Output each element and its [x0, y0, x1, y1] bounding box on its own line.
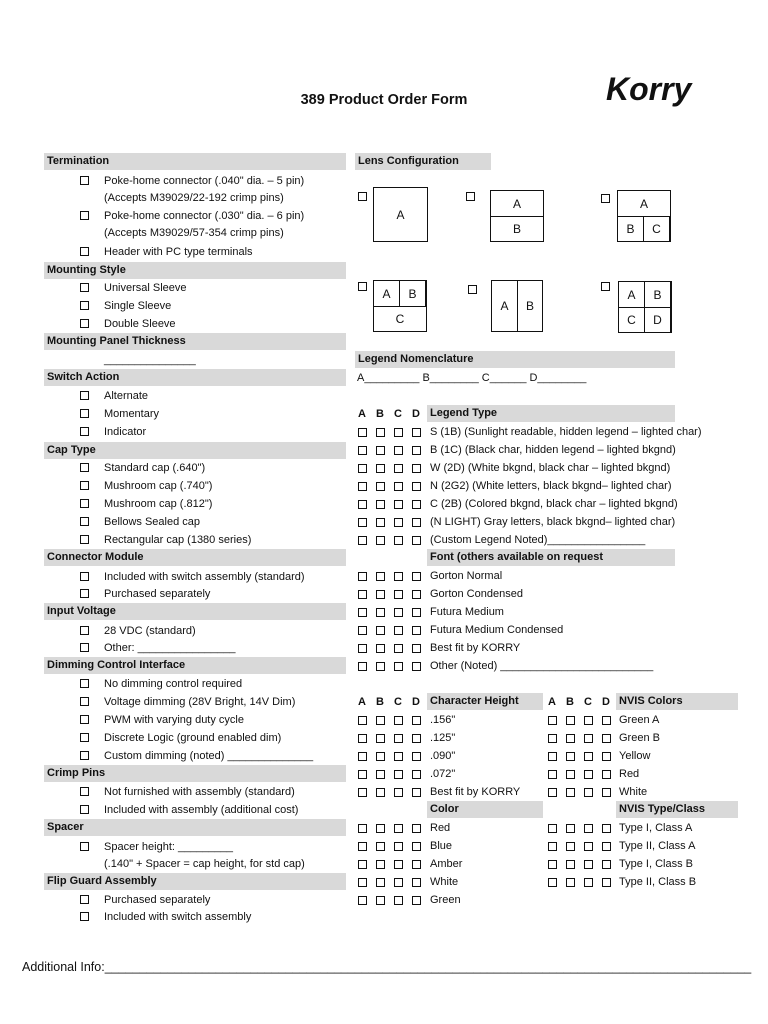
- font-checkbox-c[interactable]: [394, 626, 403, 635]
- char-height-checkbox-a[interactable]: [358, 716, 367, 725]
- legend-type-checkbox-c[interactable]: [394, 518, 403, 527]
- lens-cell-b: B: [399, 280, 426, 307]
- color-checkbox-a[interactable]: [358, 824, 367, 833]
- lens-single: [373, 187, 428, 242]
- checkbox[interactable]: [80, 427, 89, 436]
- char-height-checkbox-c[interactable]: [394, 788, 403, 797]
- color-checkbox-b[interactable]: [376, 896, 385, 905]
- checkbox[interactable]: [80, 211, 89, 220]
- nvis-color-checkbox-c[interactable]: [584, 734, 593, 743]
- font-checkbox-d[interactable]: [412, 608, 421, 617]
- checkbox[interactable]: [80, 391, 89, 400]
- checkbox[interactable]: [80, 912, 89, 921]
- font-checkbox-a[interactable]: [358, 644, 367, 653]
- svg-text:Korry: Korry: [606, 71, 692, 107]
- legend-type-checkbox-a[interactable]: [358, 518, 367, 527]
- legend-nomenclature-fields[interactable]: A_________ B________ C______ D________: [357, 372, 587, 384]
- nvis-type-label: Type II, Class A: [619, 840, 696, 852]
- lens-option-1-checkbox[interactable]: [358, 192, 367, 201]
- legend-type-checkbox-b[interactable]: [376, 428, 385, 437]
- font-checkbox-c[interactable]: [394, 590, 403, 599]
- checkbox[interactable]: [80, 499, 89, 508]
- nvis-type-checkbox-b[interactable]: [566, 824, 575, 833]
- nvis-color-checkbox-d[interactable]: [602, 734, 611, 743]
- legend-type-label: (N LIGHT) Gray letters, black bkgnd– lighted char): [430, 516, 676, 528]
- nvis-type-checkbox-b[interactable]: [566, 842, 575, 851]
- char-height-checkbox-b[interactable]: [376, 788, 385, 797]
- lens-cell-b: B: [617, 216, 644, 242]
- char-height-checkbox-d[interactable]: [412, 770, 421, 779]
- font-checkbox-a[interactable]: [358, 662, 367, 671]
- lens-cell-b: B: [644, 281, 671, 308]
- checkbox[interactable]: [80, 751, 89, 760]
- nvis-color-label: Yellow: [619, 750, 651, 762]
- checkbox[interactable]: [80, 319, 89, 328]
- nvis-color-checkbox-c[interactable]: [584, 752, 593, 761]
- legend-type-checkbox-c[interactable]: [394, 482, 403, 491]
- color-label: Amber: [430, 858, 463, 870]
- font-checkbox-a[interactable]: [358, 608, 367, 617]
- color-checkbox-d[interactable]: [412, 860, 421, 869]
- nvis-color-checkbox-c[interactable]: [584, 716, 593, 725]
- lens-ab-over-c: [373, 280, 427, 332]
- font-checkbox-d[interactable]: [412, 590, 421, 599]
- nvis-type-checkbox-b[interactable]: [566, 860, 575, 869]
- legend-type-checkbox-b[interactable]: [376, 482, 385, 491]
- legend-type-label: (Custom Legend Noted)________________: [430, 534, 646, 546]
- nvis-color-label: Green A: [619, 714, 660, 726]
- char-height-checkbox-d[interactable]: [412, 752, 421, 761]
- char-height-label: Best fit by KORRY: [430, 786, 521, 798]
- lens-cell-a: A: [396, 207, 405, 222]
- nvis-color-checkbox-a[interactable]: [548, 716, 557, 725]
- color-checkbox-c[interactable]: [394, 878, 403, 887]
- checkbox[interactable]: [80, 247, 89, 256]
- lens-cell-a: A: [491, 280, 518, 332]
- lens-a-over-bc: [617, 190, 671, 242]
- crimp-pins-header: Crimp Pins: [44, 765, 346, 782]
- color-label: Green: [430, 894, 461, 906]
- mounting-style-header: Mounting Style: [44, 262, 346, 279]
- lens-cell-d: D: [644, 307, 671, 333]
- connector-module-header: Connector Module: [44, 549, 346, 566]
- cap-type-header: Cap Type: [44, 442, 346, 459]
- nvis-color-checkbox-c[interactable]: [584, 788, 593, 797]
- font-label: Gorton Normal: [430, 570, 503, 582]
- nvis-color-checkbox-d[interactable]: [602, 752, 611, 761]
- color-checkbox-a[interactable]: [358, 896, 367, 905]
- checkbox[interactable]: [80, 643, 89, 652]
- nvis-type-checkbox-c[interactable]: [584, 878, 593, 887]
- char-height-checkbox-b[interactable]: [376, 752, 385, 761]
- legend-type-checkbox-a[interactable]: [358, 500, 367, 509]
- charheight-abcd-labels: A B C D: [358, 696, 420, 708]
- char-height-checkbox-d[interactable]: [412, 716, 421, 725]
- legend-type-label: W (2D) (White bkgnd, black char – lighted bkgnd): [430, 462, 671, 474]
- legend-type-checkbox-a[interactable]: [358, 482, 367, 491]
- font-checkbox-d[interactable]: [412, 626, 421, 635]
- checkbox[interactable]: [80, 589, 89, 598]
- checkbox[interactable]: [80, 463, 89, 472]
- panel-thickness-field[interactable]: _______________: [104, 354, 196, 366]
- color-header: Color: [427, 801, 543, 818]
- checkbox[interactable]: [80, 517, 89, 526]
- font-checkbox-d[interactable]: [412, 572, 421, 581]
- font-checkbox-d[interactable]: [412, 662, 421, 671]
- color-checkbox-a[interactable]: [358, 878, 367, 887]
- lens-option-6-checkbox[interactable]: [601, 282, 610, 291]
- color-checkbox-d[interactable]: [412, 842, 421, 851]
- legend-type-checkbox-a[interactable]: [358, 446, 367, 455]
- switch-action-header: Switch Action: [44, 369, 346, 386]
- nvis-abcd-labels: A B C D: [548, 696, 610, 708]
- color-checkbox-b[interactable]: [376, 860, 385, 869]
- nvis-type-checkbox-d[interactable]: [602, 824, 611, 833]
- legend-type-checkbox-b[interactable]: [376, 500, 385, 509]
- legend-type-label: B (1C) (Black char, hidden legend – lighted bkgnd): [430, 444, 676, 456]
- nvis-color-label: White: [619, 786, 648, 798]
- font-checkbox-b[interactable]: [376, 662, 385, 671]
- checkbox[interactable]: [80, 895, 89, 904]
- checkbox[interactable]: [80, 283, 89, 292]
- lens-cell-a: A: [490, 190, 544, 217]
- lens-cell-a: A: [373, 280, 400, 307]
- nvis-color-label: Red: [619, 768, 640, 780]
- legend-type-checkbox-d[interactable]: [412, 518, 421, 527]
- nvis-color-label: Green B: [619, 732, 660, 744]
- nvis-type-label: Type I, Class B: [619, 858, 693, 870]
- color-checkbox-b[interactable]: [376, 824, 385, 833]
- legend-type-checkbox-c[interactable]: [394, 500, 403, 509]
- checkbox[interactable]: [80, 626, 89, 635]
- char-height-header: Character Height: [427, 693, 543, 710]
- legend-nomenclature-header: Legend Nomenclature: [355, 351, 675, 368]
- lens-two-vertical: [491, 280, 543, 332]
- checkbox[interactable]: [80, 301, 89, 310]
- checkbox[interactable]: [80, 697, 89, 706]
- char-height-checkbox-b[interactable]: [376, 734, 385, 743]
- nvis-type-checkbox-d[interactable]: [602, 860, 611, 869]
- font-checkbox-a[interactable]: [358, 572, 367, 581]
- color-checkbox-d[interactable]: [412, 824, 421, 833]
- color-checkbox-c[interactable]: [394, 896, 403, 905]
- legend-type-checkbox-b[interactable]: [376, 536, 385, 545]
- font-checkbox-c[interactable]: [394, 644, 403, 653]
- nvis-color-checkbox-b[interactable]: [566, 752, 575, 761]
- char-height-checkbox-b[interactable]: [376, 716, 385, 725]
- nvis-color-checkbox-b[interactable]: [566, 788, 575, 797]
- nvis-type-checkbox-b[interactable]: [566, 878, 575, 887]
- char-height-checkbox-d[interactable]: [412, 734, 421, 743]
- nvis-type-checkbox-d[interactable]: [602, 842, 611, 851]
- char-height-checkbox-a[interactable]: [358, 770, 367, 779]
- korry-logo: [604, 70, 724, 110]
- font-checkbox-b[interactable]: [376, 572, 385, 581]
- char-height-label: .090": [430, 750, 456, 762]
- nvis-color-checkbox-a[interactable]: [548, 770, 557, 779]
- nvis-colors-header: NVIS Colors: [616, 693, 738, 710]
- color-label: Blue: [430, 840, 453, 852]
- char-height-checkbox-d[interactable]: [412, 788, 421, 797]
- input-voltage-header: Input Voltage: [44, 603, 346, 620]
- char-height-checkbox-a[interactable]: [358, 788, 367, 797]
- termination-header: Termination: [44, 153, 346, 170]
- char-height-label: .125": [430, 732, 456, 744]
- color-checkbox-a[interactable]: [358, 860, 367, 869]
- nvis-color-checkbox-d[interactable]: [602, 788, 611, 797]
- lens-cell-a: A: [617, 190, 671, 217]
- nvis-type-checkbox-a[interactable]: [548, 860, 557, 869]
- char-height-checkbox-a[interactable]: [358, 752, 367, 761]
- nvis-color-checkbox-a[interactable]: [548, 734, 557, 743]
- font-checkbox-c[interactable]: [394, 608, 403, 617]
- legend-type-checkbox-a[interactable]: [358, 428, 367, 437]
- legend-type-checkbox-c[interactable]: [394, 464, 403, 473]
- legend-type-checkbox-b[interactable]: [376, 464, 385, 473]
- lens-four-quad: [618, 281, 672, 333]
- form-title: 389 Product Order Form: [300, 92, 468, 108]
- char-height-checkbox-c[interactable]: [394, 770, 403, 779]
- checkbox[interactable]: [80, 409, 89, 418]
- color-checkbox-c[interactable]: [394, 842, 403, 851]
- legend-type-header: Legend Type: [427, 405, 675, 422]
- font-checkbox-a[interactable]: [358, 590, 367, 599]
- color-checkbox-d[interactable]: [412, 878, 421, 887]
- legend-type-checkbox-b[interactable]: [376, 518, 385, 527]
- font-checkbox-d[interactable]: [412, 644, 421, 653]
- checkbox[interactable]: [80, 176, 89, 185]
- nvis-color-checkbox-a[interactable]: [548, 752, 557, 761]
- font-checkbox-a[interactable]: [358, 626, 367, 635]
- legend-type-checkbox-d[interactable]: [412, 446, 421, 455]
- nvis-color-checkbox-d[interactable]: [602, 770, 611, 779]
- color-checkbox-c[interactable]: [394, 860, 403, 869]
- additional-info-field[interactable]: Additional Info:_____________________________________________________________________________________________: [22, 960, 752, 974]
- nvis-type-checkbox-a[interactable]: [548, 878, 557, 887]
- legend-type-label: N (2G2) (White letters, black bkgnd– lighted char): [430, 480, 672, 492]
- lens-option-4-checkbox[interactable]: [358, 282, 367, 291]
- lens-cell-b: B: [490, 216, 544, 242]
- nvis-color-checkbox-b[interactable]: [566, 716, 575, 725]
- spacer-header: Spacer: [44, 819, 346, 836]
- checkbox[interactable]: [80, 715, 89, 724]
- lens-config-header: Lens Configuration: [355, 153, 491, 170]
- legend-type-label: S (1B) (Sunlight readable, hidden legend – lighted char): [430, 426, 702, 438]
- char-height-label: .156": [430, 714, 456, 726]
- font-checkbox-b[interactable]: [376, 626, 385, 635]
- panel-thickness-header: Mounting Panel Thickness: [44, 333, 346, 350]
- checkbox[interactable]: [80, 679, 89, 688]
- color-checkbox-c[interactable]: [394, 824, 403, 833]
- dimming-header: Dimming Control Interface: [44, 657, 346, 674]
- legend-type-checkbox-d[interactable]: [412, 500, 421, 509]
- nvis-color-checkbox-d[interactable]: [602, 716, 611, 725]
- lens-cell-c: C: [373, 306, 427, 332]
- char-height-checkbox-c[interactable]: [394, 734, 403, 743]
- color-checkbox-a[interactable]: [358, 842, 367, 851]
- legend-abcd-labels: A B C D: [358, 408, 420, 420]
- lens-option-2-checkbox[interactable]: [466, 192, 475, 201]
- char-height-checkbox-a[interactable]: [358, 734, 367, 743]
- checkbox[interactable]: [80, 535, 89, 544]
- font-label: Gorton Condensed: [430, 588, 523, 600]
- color-label: Red: [430, 822, 451, 834]
- font-label: Other (Noted) _________________________: [430, 660, 654, 672]
- lens-two-horizontal: [490, 190, 544, 242]
- lens-cell-c: C: [643, 216, 670, 242]
- flip-guard-header: Flip Guard Assembly: [44, 873, 346, 890]
- checkbox[interactable]: [80, 842, 89, 851]
- nvis-type-checkbox-a[interactable]: [548, 842, 557, 851]
- lens-option-3-checkbox[interactable]: [601, 194, 610, 203]
- nvis-type-label: Type I, Class A: [619, 822, 693, 834]
- char-height-checkbox-c[interactable]: [394, 716, 403, 725]
- char-height-label: .072": [430, 768, 456, 780]
- legend-type-checkbox-b[interactable]: [376, 446, 385, 455]
- nvis-type-checkbox-c[interactable]: [584, 842, 593, 851]
- legend-type-checkbox-d[interactable]: [412, 464, 421, 473]
- legend-type-checkbox-c[interactable]: [394, 428, 403, 437]
- nvis-color-checkbox-b[interactable]: [566, 734, 575, 743]
- lens-cell-b: B: [517, 280, 543, 332]
- checkbox[interactable]: [80, 733, 89, 742]
- color-label: White: [430, 876, 459, 888]
- font-checkbox-b[interactable]: [376, 608, 385, 617]
- checkbox[interactable]: [80, 805, 89, 814]
- font-header: Font (others available on request: [427, 549, 675, 566]
- checkbox[interactable]: [80, 481, 89, 490]
- color-checkbox-b[interactable]: [376, 878, 385, 887]
- nvis-type-checkbox-d[interactable]: [602, 878, 611, 887]
- font-label: Futura Medium Condensed: [430, 624, 564, 636]
- char-height-checkbox-b[interactable]: [376, 770, 385, 779]
- legend-type-checkbox-a[interactable]: [358, 464, 367, 473]
- nvis-color-checkbox-a[interactable]: [548, 788, 557, 797]
- font-label: Best fit by KORRY: [430, 642, 521, 654]
- legend-type-checkbox-d[interactable]: [412, 428, 421, 437]
- legend-type-checkbox-d[interactable]: [412, 482, 421, 491]
- nvis-type-label: Type II, Class B: [619, 876, 697, 888]
- font-checkbox-b[interactable]: [376, 644, 385, 653]
- legend-type-label: C (2B) (Colored bkgnd, black char – lighted bkgnd): [430, 498, 678, 510]
- color-checkbox-b[interactable]: [376, 842, 385, 851]
- font-checkbox-c[interactable]: [394, 572, 403, 581]
- lens-cell-c: C: [618, 307, 645, 333]
- color-checkbox-d[interactable]: [412, 896, 421, 905]
- checkbox[interactable]: [80, 787, 89, 796]
- nvis-color-checkbox-c[interactable]: [584, 770, 593, 779]
- font-checkbox-b[interactable]: [376, 590, 385, 599]
- legend-type-checkbox-c[interactable]: [394, 536, 403, 545]
- nvis-type-checkbox-c[interactable]: [584, 824, 593, 833]
- lens-option-5-checkbox[interactable]: [468, 285, 477, 294]
- checkbox[interactable]: [80, 572, 89, 581]
- nvis-type-checkbox-c[interactable]: [584, 860, 593, 869]
- legend-type-checkbox-c[interactable]: [394, 446, 403, 455]
- font-label: Futura Medium: [430, 606, 504, 618]
- nvis-type-checkbox-a[interactable]: [548, 824, 557, 833]
- char-height-checkbox-c[interactable]: [394, 752, 403, 761]
- nvis-color-checkbox-b[interactable]: [566, 770, 575, 779]
- nvis-type-header: NVIS Type/Class: [616, 801, 738, 818]
- legend-type-checkbox-d[interactable]: [412, 536, 421, 545]
- font-checkbox-c[interactable]: [394, 662, 403, 671]
- legend-type-checkbox-a[interactable]: [358, 536, 367, 545]
- lens-cell-a: A: [618, 281, 645, 308]
